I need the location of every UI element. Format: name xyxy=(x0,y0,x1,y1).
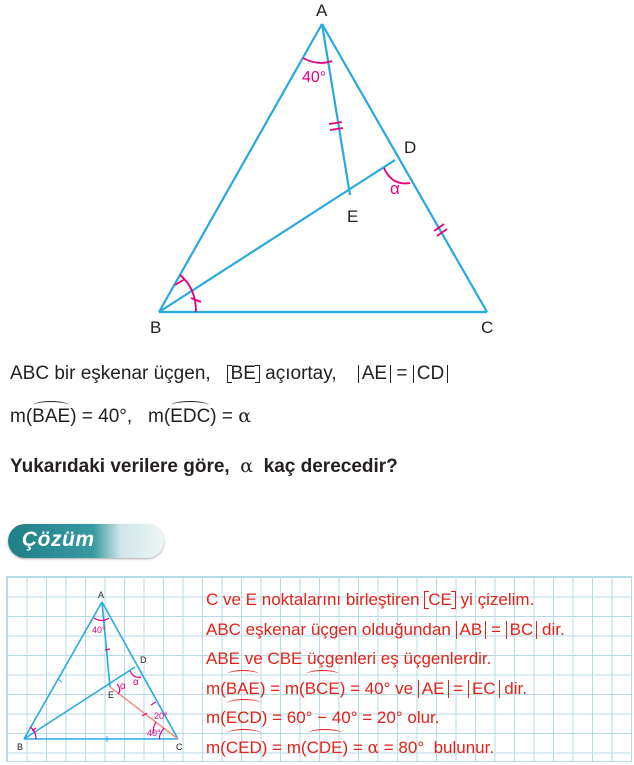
solution-text-part: m( xyxy=(206,737,226,757)
small-side-ab xyxy=(24,602,102,739)
vertex-a-label: A xyxy=(316,1,328,20)
angle-cde-notation: CDE xyxy=(307,733,343,763)
small-vertex-b: B xyxy=(17,742,24,752)
angle-bce-notation: BCE xyxy=(305,674,340,704)
small-tick xyxy=(58,679,62,682)
question-part: Yukarıdaki verilere göre, xyxy=(10,456,230,477)
angle-a-label: 40° xyxy=(302,69,327,86)
alpha-symbol: α xyxy=(238,405,252,427)
solution-text-part: m( xyxy=(206,708,226,727)
solution-line-4 xyxy=(206,674,565,704)
abs-ae: AE xyxy=(358,365,391,383)
problem-text: açıortay, xyxy=(265,363,337,384)
solution-tab[interactable] xyxy=(8,524,164,558)
equals-sign: = xyxy=(396,363,408,384)
segment-ce-notation: CE xyxy=(424,591,456,609)
segment-be xyxy=(159,160,395,312)
solution-text-part: m( xyxy=(206,678,226,698)
solution-text-part: ) = xyxy=(342,737,363,757)
solution-text-part: ) = m( xyxy=(259,678,305,698)
solution-line-2 xyxy=(206,615,565,645)
angle-ced-notation: CED xyxy=(226,733,262,763)
abs-cd: CD xyxy=(413,365,448,383)
solution-text-part: ) = 40° ve xyxy=(339,678,414,698)
solution-text xyxy=(206,585,565,763)
abs-ae: AE xyxy=(418,680,449,698)
alpha-symbol: α xyxy=(367,737,380,758)
small-vertex-a: A xyxy=(98,590,105,600)
side-ab xyxy=(159,24,322,312)
small-vertex-c: C xyxy=(176,742,183,752)
small-point-e: E xyxy=(108,690,115,700)
solution-text-part: C ve E noktalarını birleştiren xyxy=(206,590,420,609)
equals-sign: = xyxy=(453,678,464,698)
solution-text-part: ) = 60° − 40° = 20° olur. xyxy=(261,708,440,727)
solution-text-part: ABC eşkenar üçgen olduğundan xyxy=(206,619,451,639)
point-e-label: E xyxy=(347,207,359,226)
abs-ab: AB xyxy=(456,621,487,639)
angle-d-label: α xyxy=(390,179,400,198)
equal-tick-ae-1 xyxy=(329,122,342,124)
solution-tab-label: Çözüm xyxy=(22,528,95,551)
small-angle-a-arc xyxy=(94,618,109,621)
problem-text: m( xyxy=(10,406,33,427)
small-angle-20-label: 20° xyxy=(154,711,168,721)
side-ac xyxy=(322,24,487,312)
solution-text-part: ) = m( xyxy=(261,737,307,757)
small-angle-alpha-1: α xyxy=(120,681,126,692)
small-vertex-d: D xyxy=(140,655,147,665)
question-text xyxy=(10,455,398,478)
abs-ec: EC xyxy=(468,680,500,698)
small-angle-40-label: 40° xyxy=(147,728,161,738)
solution-text-part: dir. xyxy=(504,678,527,698)
equals-sign: = xyxy=(490,619,501,639)
angle-bae-notation: BAE xyxy=(226,674,260,704)
solution-line-6 xyxy=(206,733,565,764)
problem-line-2 xyxy=(10,404,251,429)
solution-triangle-figure xyxy=(6,576,196,762)
angle-edc-notation: EDC xyxy=(170,406,211,427)
solution-text-part: = 80° bulunur. xyxy=(383,737,495,757)
alpha-symbol: α xyxy=(240,455,254,477)
problem-text: ) = 40°, m( xyxy=(70,406,171,427)
small-segment-be xyxy=(24,667,135,739)
equal-tick-ae-2 xyxy=(330,128,343,130)
vertex-c-label: C xyxy=(481,318,494,337)
angle-bae-notation: BAE xyxy=(32,406,71,427)
question-part: kaç derecedir? xyxy=(263,456,398,477)
solution-text-part: dir. xyxy=(541,619,565,639)
solution-line-5 xyxy=(206,703,565,733)
solution-text-part: ABE ve CBE üçgenleri eş üçgenlerdir. xyxy=(206,649,492,668)
solution-text-part: yi çizelim. xyxy=(460,590,535,609)
small-segment-ce xyxy=(110,687,178,739)
segment-be-notation: BE xyxy=(227,365,260,383)
small-tick xyxy=(151,702,156,705)
angle-ecd-notation: ECD xyxy=(226,703,262,733)
solution-line-1 xyxy=(206,585,565,615)
small-angle-alpha-2: α xyxy=(133,677,139,688)
problem-text: ) = xyxy=(210,406,233,427)
small-angle-a-label: 40° xyxy=(92,625,106,635)
vertex-b-label: B xyxy=(150,318,162,337)
solution-line-3 xyxy=(206,644,565,674)
problem-line-1 xyxy=(10,362,448,386)
vertex-d-label: D xyxy=(404,138,417,157)
main-triangle-figure xyxy=(0,0,634,345)
problem-text: ABC bir eşkenar üçgen, xyxy=(10,363,211,384)
abs-bc: BC xyxy=(506,621,538,639)
